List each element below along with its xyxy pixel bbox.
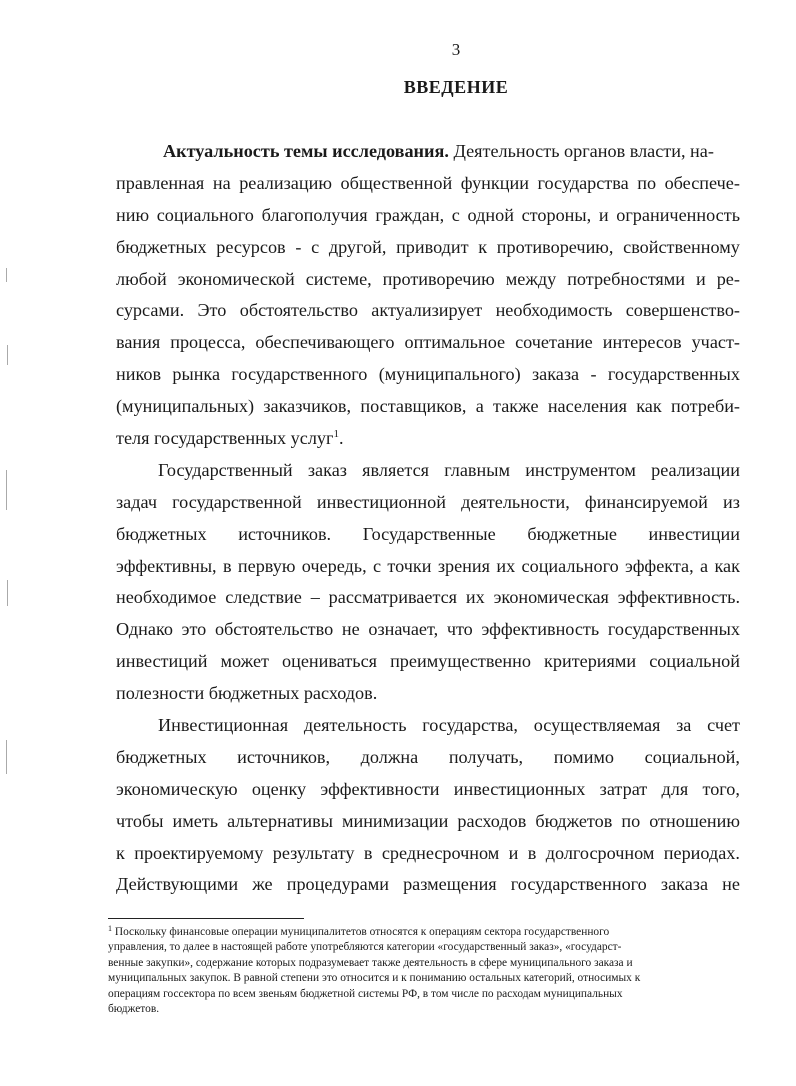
- paragraph-1: [116, 136, 740, 455]
- word: с: [373, 555, 382, 576]
- word: отношению: [649, 810, 740, 831]
- word: по: [621, 810, 641, 831]
- word: населения: [547, 396, 627, 417]
- word: и: [598, 204, 609, 225]
- word: к: [116, 842, 125, 863]
- word: ресурсов: [216, 236, 286, 257]
- word: обстоятельство: [214, 619, 334, 640]
- word: критериями: [544, 651, 637, 672]
- word: государства,: [422, 715, 518, 736]
- footnote-line: управления, то далее в настоящей работе употребляются категории «государственный заказ», «государст-: [108, 941, 622, 954]
- footnote-line: $^1$ Поскольку финансовые операции муниципалитетов относятся к операциям сектора государственного: [108, 924, 610, 938]
- text-line: [116, 582, 740, 614]
- word: источников.: [238, 523, 332, 544]
- text-line: [116, 519, 740, 551]
- word: сурсами.: [116, 300, 185, 321]
- word: по: [637, 172, 657, 193]
- word: общественной: [340, 172, 453, 193]
- word: нию: [116, 204, 150, 225]
- word: бюджетных: [116, 746, 207, 767]
- line-text: теля государственных услуг: [116, 428, 334, 449]
- word: эффективности: [320, 778, 440, 799]
- word: совершенство-: [625, 300, 740, 321]
- word: не: [722, 874, 740, 895]
- page-number: 3: [451, 40, 461, 59]
- word: Государственный: [158, 459, 293, 480]
- word: с: [311, 236, 320, 257]
- word: стороны,: [521, 204, 592, 225]
- footnote-line: венные закупки», содержание которых подразумевает также деятельность в сфере муниципального заказа и: [108, 956, 633, 969]
- word: к: [478, 236, 488, 257]
- word: очередь,: [301, 555, 367, 576]
- word: в: [363, 842, 373, 863]
- section-title: ВВЕДЕНИЕ: [403, 77, 509, 97]
- word: инвестиций: [116, 651, 208, 672]
- word: задач: [116, 491, 158, 512]
- word: того,: [702, 778, 740, 799]
- word: актуализирует: [371, 300, 483, 321]
- word: -: [295, 236, 302, 257]
- word: государственных: [607, 364, 740, 385]
- word: осуществляемая: [533, 715, 661, 736]
- word: процедурами: [286, 874, 389, 895]
- word: обеспече-: [664, 172, 740, 193]
- word: обеспечивающего: [255, 332, 395, 353]
- word: одной: [467, 204, 514, 225]
- word: любой: [116, 268, 167, 289]
- word: ограниченность: [616, 204, 740, 225]
- word: приводит: [396, 236, 469, 257]
- word: за: [676, 715, 692, 736]
- word: рассматривается: [328, 587, 458, 608]
- footnote: [108, 925, 744, 1017]
- word: социального: [156, 204, 254, 225]
- word: финансируемой: [584, 491, 708, 512]
- word: бюджетов: [535, 810, 613, 831]
- word: экономическую: [116, 778, 238, 799]
- word: государственного: [510, 874, 647, 895]
- word: –: [310, 587, 320, 608]
- word: обстоятельство: [239, 300, 358, 321]
- word: правленная: [116, 172, 205, 193]
- text-line: [116, 359, 740, 391]
- word: экономическая: [493, 587, 609, 608]
- word: рынка: [172, 364, 221, 385]
- text-line: [116, 678, 740, 710]
- paragraph-3: [116, 710, 740, 901]
- text-line: [116, 391, 740, 423]
- word: функции: [460, 172, 529, 193]
- word: эффекта,: [625, 555, 694, 576]
- word: расходов: [457, 810, 527, 831]
- footnote-line: операциям госсектора по всем звеньям бюджетной системы РФ, в том числе по расходам муниципальных: [108, 987, 623, 1000]
- word: оптимальное: [404, 332, 506, 353]
- word: потребностями: [567, 268, 686, 289]
- word: деятельности,: [461, 491, 570, 512]
- word: эффективность.: [617, 587, 740, 608]
- word: следствие: [225, 587, 302, 608]
- word: поставщиков,: [360, 396, 467, 417]
- word: проектируемому: [134, 842, 264, 863]
- word: необходимое: [116, 587, 217, 608]
- word: эффективность: [481, 619, 600, 640]
- word: Это: [197, 300, 227, 321]
- word: эффективны,: [116, 555, 217, 576]
- word: граждан,: [375, 204, 445, 225]
- word: системе,: [305, 268, 372, 289]
- text-line: [116, 551, 740, 583]
- word: инвестиционных: [453, 778, 586, 799]
- word: заказ: [307, 459, 347, 480]
- word: и: [696, 268, 706, 289]
- word: должна: [360, 746, 419, 767]
- word: минимизации: [341, 810, 449, 831]
- word: заказа: [660, 874, 709, 895]
- word: означает,: [368, 619, 439, 640]
- word: их: [496, 555, 516, 576]
- text-line: [116, 327, 740, 359]
- word: затрат: [599, 778, 648, 799]
- line-tail: .: [338, 428, 344, 449]
- word: государственных: [607, 619, 740, 640]
- text-line: [116, 232, 740, 264]
- word: социального: [521, 555, 619, 576]
- word: а: [475, 396, 484, 417]
- word: также: [493, 396, 539, 417]
- word: для: [661, 778, 689, 799]
- word: счет: [707, 715, 740, 736]
- word: что: [446, 619, 473, 640]
- text-line: [116, 806, 740, 838]
- text-line: [116, 200, 740, 232]
- word: в: [527, 842, 537, 863]
- word: а: [700, 555, 709, 576]
- text-line: [116, 487, 740, 519]
- word: бюджетные: [527, 523, 617, 544]
- word: чтобы: [116, 810, 164, 831]
- word: долгосрочном: [545, 842, 655, 863]
- footnote-marker: 1: [108, 924, 112, 933]
- word: (муниципальных): [116, 396, 255, 417]
- word: процесса,: [170, 332, 246, 353]
- word: на: [212, 172, 231, 193]
- word: главным: [444, 459, 510, 480]
- word: из: [723, 491, 740, 512]
- word: деятельность: [303, 715, 407, 736]
- word: источников,: [237, 746, 331, 767]
- word: государственного: [231, 364, 368, 385]
- word: является: [362, 459, 430, 480]
- word: их: [465, 587, 485, 608]
- text-line: [116, 869, 740, 901]
- text-line: [116, 423, 740, 455]
- word: потреби-: [671, 396, 740, 417]
- word: Действующими: [116, 874, 239, 895]
- word: не: [341, 619, 360, 640]
- word: альтернативы: [227, 810, 333, 831]
- word: оценку: [251, 778, 307, 799]
- word: социальной,: [644, 746, 740, 767]
- word: помимо: [553, 746, 615, 767]
- word: периодах.: [663, 842, 740, 863]
- paragraph-2: [116, 455, 740, 710]
- word: Однако: [116, 619, 173, 640]
- word: бюджетных: [116, 523, 207, 544]
- word: экономической: [177, 268, 295, 289]
- word: точки: [387, 555, 432, 576]
- lead-heading: Актуальность темы исследования.: [163, 141, 449, 161]
- text-line: [116, 455, 740, 487]
- text-line: [116, 168, 740, 200]
- word: в: [222, 555, 232, 576]
- word: же: [252, 874, 273, 895]
- line-text: полезности бюджетных расходов.: [116, 683, 378, 704]
- scan-margin-marks: [0, 0, 20, 1086]
- word: -: [590, 364, 597, 385]
- footnote-line: муниципальных закупок. В равной степени это относится и к пониманию остальных категорий, относимых к: [108, 972, 641, 985]
- text-line: [116, 646, 740, 678]
- word: и: [508, 842, 519, 863]
- word: заказчиков,: [263, 396, 352, 417]
- footnote-line: бюджетов.: [108, 1003, 160, 1016]
- word: оцениваться: [282, 651, 378, 672]
- word: инструментом: [525, 459, 636, 480]
- footnote-ref: 1: [333, 428, 339, 441]
- word: как: [714, 555, 740, 576]
- word: размещения: [403, 874, 497, 895]
- word: противоречию,: [496, 236, 614, 257]
- body-text: [116, 136, 740, 901]
- word: инвестиционной: [316, 491, 446, 512]
- word: участ-: [691, 332, 740, 353]
- word: интересов: [602, 332, 682, 353]
- word: Инвестиционная: [158, 715, 289, 736]
- word: это: [181, 619, 207, 640]
- text-line: [116, 774, 740, 806]
- word: среднесрочном: [381, 842, 500, 863]
- word: благополучия: [261, 204, 368, 225]
- text-line: [116, 742, 740, 774]
- word: может: [220, 651, 269, 672]
- text-line: [116, 838, 740, 870]
- word: ре-: [716, 268, 740, 289]
- text-line: [116, 614, 740, 646]
- word: необходимость: [495, 300, 613, 321]
- word: результату: [272, 842, 355, 863]
- word: иметь: [172, 810, 219, 831]
- word: социальной: [649, 651, 740, 672]
- word: реализацию: [239, 172, 332, 193]
- word: другой,: [328, 236, 387, 257]
- word: с: [451, 204, 460, 225]
- word: получать,: [448, 746, 524, 767]
- line-text: Деятельность органов власти, на-: [448, 141, 714, 161]
- word: государства: [537, 172, 629, 193]
- text-line: [116, 710, 740, 742]
- word: Государственные: [362, 523, 496, 544]
- footnote-separator: [108, 918, 304, 919]
- word: вания: [116, 332, 161, 353]
- word: государственной: [172, 491, 302, 512]
- word: заказа: [531, 364, 580, 385]
- word: свойственному: [623, 236, 740, 257]
- word: бюджетных: [116, 236, 207, 257]
- word: как: [636, 396, 662, 417]
- word: преимущественно: [390, 651, 531, 672]
- word: первую: [237, 555, 296, 576]
- text-line: [116, 264, 740, 296]
- word: сочетание: [515, 332, 593, 353]
- text-line: [116, 136, 740, 168]
- word: ников: [116, 364, 162, 385]
- text-line: [116, 295, 740, 327]
- word: реализации: [651, 459, 740, 480]
- word: зрения: [437, 555, 491, 576]
- word: противоречию: [382, 268, 495, 289]
- word: (муниципального): [378, 364, 521, 385]
- word: между: [505, 268, 557, 289]
- word: инвестиции: [648, 523, 740, 544]
